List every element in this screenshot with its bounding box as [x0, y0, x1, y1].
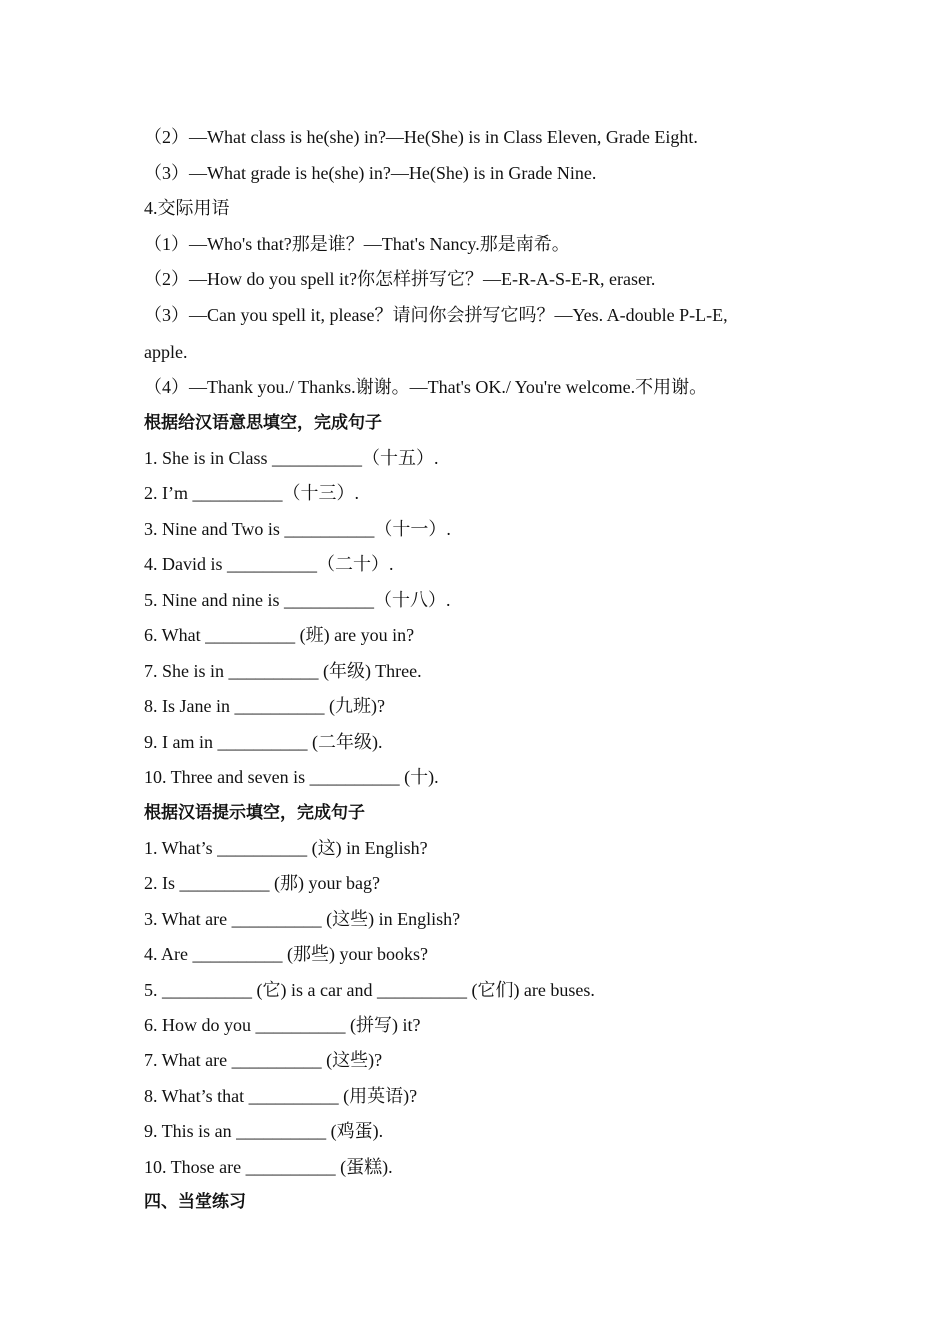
- exercise2-item: 5. __________ (它) is a car and __________ (它们) are buses.: [144, 980, 595, 1000]
- exercise2-item: 6. How do you __________ (拼写) it?: [144, 1015, 421, 1035]
- phrase-can-spell-line: （3）—Can you spell it, please？请问你会拼写它吗？—Yes. A-double P-L-E,: [144, 305, 728, 325]
- phrase-spell-line: （2）—How do you spell it?你怎样拼写它？—E-R-A-S-E-R, eraser.: [144, 269, 656, 289]
- exercise2-item: 4. Are __________ (那些) your books?: [144, 944, 428, 964]
- exercise1-item: 8. Is Jane in __________ (九班)?: [144, 696, 385, 716]
- exercise2-item: 1. What’s __________ (这) in English?: [144, 838, 428, 858]
- exercise2-heading: 根据汉语提示填空，完成句子: [144, 803, 365, 823]
- phrase-thanks-line: （4）—Thank you./ Thanks.谢谢。—That's OK./ You're welcome.不用谢。: [144, 377, 708, 397]
- exercise1-item: 5. Nine and nine is __________（十八）.: [144, 590, 451, 610]
- example-grade-line: （3）—What grade is he(she) in?—He(She) is in Grade Nine.: [144, 163, 597, 183]
- exercise1-item: 4. David is __________（二十）.: [144, 554, 394, 574]
- exercise2-item: 3. What are __________ (这些) in English?: [144, 909, 461, 929]
- section-four-heading: 四、当堂练习: [144, 1192, 246, 1212]
- section-communication-title: 4.交际用语: [144, 198, 230, 218]
- exercise1-item: 6. What __________ (班) are you in?: [144, 625, 415, 645]
- exercise2-item: 9. This is an __________ (鸡蛋).: [144, 1121, 384, 1141]
- exercise2-item: 10. Those are __________ (蛋糕).: [144, 1157, 393, 1177]
- phrase-who-line: （1）—Who's that?那是谁？—That's Nancy.那是南希。: [144, 234, 570, 254]
- exercise1-item: 3. Nine and Two is __________（十一）.: [144, 519, 451, 539]
- exercise1-item: 1. She is in Class __________（十五）.: [144, 448, 439, 468]
- exercise2-item: 7. What are __________ (这些)?: [144, 1050, 383, 1070]
- exercise1-heading: 根据给汉语意思填空，完成句子: [144, 413, 382, 433]
- exercise1-item: 9. I am in __________ (二年级).: [144, 732, 383, 752]
- example-class-line: （2）—What class is he(she) in?—He(She) is in Class Eleven, Grade Eight.: [144, 127, 698, 147]
- exercise2-item: 2. Is __________ (那) your bag?: [144, 873, 380, 893]
- phrase-can-spell-cont: apple.: [144, 342, 188, 362]
- exercise1-item: 7. She is in __________ (年级) Three.: [144, 661, 422, 681]
- exercise2-item: 8. What’s that __________ (用英语)?: [144, 1086, 418, 1106]
- exercise1-item: 2. I’m __________（十三）.: [144, 483, 359, 503]
- exercise1-item: 10. Three and seven is __________ (十).: [144, 767, 439, 787]
